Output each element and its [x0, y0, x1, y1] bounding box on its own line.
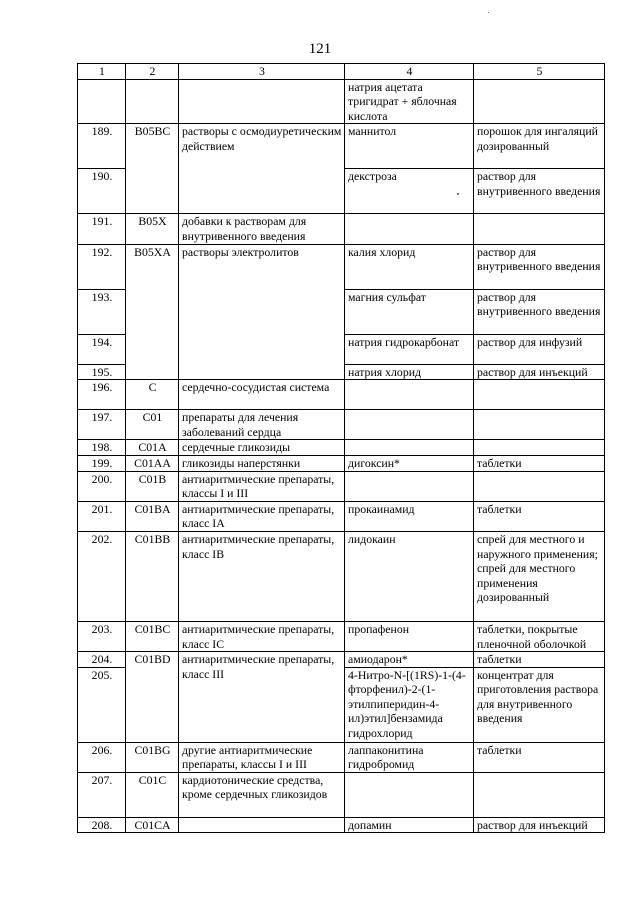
row-number: 202. [78, 531, 126, 621]
atc-group: антиаритмические препараты, класс III [179, 652, 345, 743]
table-row [78, 244, 605, 289]
row-number: 201. [78, 501, 126, 531]
atc-code: C01 [126, 410, 179, 440]
atc-group: кардиотонические средства, кроме сердечных гликозидов [179, 772, 345, 817]
table-row [78, 621, 605, 651]
atc-code: C01AA [126, 455, 179, 471]
dosage-form: порошок для ингаляций дозированный [474, 124, 605, 169]
drug-name [345, 471, 474, 501]
drug-name: пропафенон [345, 621, 474, 651]
table-row [78, 652, 605, 668]
atc-code: C [126, 380, 179, 410]
row-number: 195. [78, 364, 126, 380]
column-header-1: 1 [78, 64, 126, 80]
drug-name: декстроза [345, 169, 474, 214]
drug-name: натрия гидрокарбонат [345, 334, 474, 364]
atc-group: антиаритмические препараты, класс IA [179, 501, 345, 531]
atc-code: C01BD [126, 652, 179, 743]
atc-code: C01BC [126, 621, 179, 651]
drug-name: калия хлорид [345, 244, 474, 289]
drug-name: лаппаконитина гидробромид [345, 742, 474, 772]
atc-group [179, 817, 345, 833]
drug-name [345, 772, 474, 817]
table-row [78, 124, 605, 169]
drug-name [345, 380, 474, 410]
scan-speck [488, 12, 489, 13]
row-number: 191. [78, 214, 126, 244]
dosage-form: раствор для внутривенного введения [474, 169, 605, 214]
row-number: 193. [78, 289, 126, 334]
drug-name [345, 410, 474, 440]
drug-name: амиодарон* [345, 652, 474, 668]
row-number: 192. [78, 244, 126, 289]
dosage-form: таблетки [474, 501, 605, 531]
atc-code: C01BG [126, 742, 179, 772]
dosage-form: таблетки [474, 652, 605, 668]
dosage-form [474, 471, 605, 501]
dosage-form: раствор для внутривенного введения [474, 289, 605, 334]
drug-name: допамин [345, 817, 474, 833]
dosage-form: раствор для внутривенного введения [474, 244, 605, 289]
dosage-form: раствор для инъекций [474, 817, 605, 833]
table-row [78, 380, 605, 410]
atc-group: другие антиаритмические препараты, классы I и III [179, 742, 345, 772]
table-row [78, 214, 605, 244]
row-number: 196. [78, 380, 126, 410]
table-row [78, 531, 605, 621]
atc-group: антиаритмические препараты, класс IB [179, 531, 345, 621]
table-row [78, 772, 605, 817]
column-header-4: 4 [345, 64, 474, 80]
column-header-3: 3 [179, 64, 345, 80]
drug-name [345, 440, 474, 456]
atc-code: B05X [126, 214, 179, 244]
row-number: 207. [78, 772, 126, 817]
table-row [78, 501, 605, 531]
atc-code: C01BB [126, 531, 179, 621]
atc-code: C01BA [126, 501, 179, 531]
row-number: 194. [78, 334, 126, 364]
row-number: 198. [78, 440, 126, 456]
atc-code: B05BC [126, 124, 179, 214]
row-number: 205. [78, 667, 126, 742]
dosage-form: раствор для инфузий [474, 334, 605, 364]
drug-name: 4-Нитро-N-[(1RS)-1-(4-фторфенил)-2-(1-этилпиперидин-4-ил)этил]бензамида гидрохлорид [345, 667, 474, 742]
atc-code: C01A [126, 440, 179, 456]
atc-group [179, 79, 345, 124]
dosage-form: таблетки, покрытые пленочной оболочкой [474, 621, 605, 651]
dosage-form: спрей для местного и наружного применения; спрей для местного применения дозированный [474, 531, 605, 621]
dosage-form [474, 214, 605, 244]
dosage-form: таблетки [474, 455, 605, 471]
row-number: 189. [78, 124, 126, 169]
dosage-form [474, 772, 605, 817]
atc-group: антиаритмические препараты, классы I и III [179, 471, 345, 501]
table-row [78, 742, 605, 772]
drug-name: дигоксин* [345, 455, 474, 471]
table-row [78, 455, 605, 471]
table-row [78, 440, 605, 456]
atc-code: C01B [126, 471, 179, 501]
column-header-5: 5 [474, 64, 605, 80]
atc-group: антиаритмические препараты, класс IC [179, 621, 345, 651]
dosage-form: концентрат для приготовления раствора для внутривенного введения [474, 667, 605, 742]
atc-code: B05XA [126, 244, 179, 380]
drug-name: магния сульфат [345, 289, 474, 334]
table-row [78, 410, 605, 440]
row-number: 199. [78, 455, 126, 471]
dosage-form [474, 440, 605, 456]
dosage-form [474, 410, 605, 440]
column-header-2: 2 [126, 64, 179, 80]
row-number: 200. [78, 471, 126, 501]
row-number [78, 79, 126, 124]
atc-code: C01C [126, 772, 179, 817]
atc-group: гликозиды наперстянки [179, 455, 345, 471]
drug-name: прокаинамид [345, 501, 474, 531]
row-number: 208. [78, 817, 126, 833]
table-header-row [78, 64, 605, 80]
dosage-form [474, 380, 605, 410]
row-number: 190. [78, 169, 126, 214]
row-number: 204. [78, 652, 126, 668]
atc-group: сердечно-сосудистая система [179, 380, 345, 410]
atc-group: сердечные гликозиды [179, 440, 345, 456]
table-row [78, 471, 605, 501]
atc-code: C01CA [126, 817, 179, 833]
drug-name: натрия хлорид [345, 364, 474, 380]
drug-name: маннитол [345, 124, 474, 169]
scan-speck [457, 193, 459, 195]
row-number: 197. [78, 410, 126, 440]
row-number: 203. [78, 621, 126, 651]
dosage-form: раствор для инъекций [474, 364, 605, 380]
dosage-form [474, 79, 605, 124]
drug-name: лидокаин [345, 531, 474, 621]
page-number: 121 [308, 41, 332, 57]
drug-name: натрия ацетата тригидрат + яблочная кислота [345, 79, 474, 124]
atc-group: препараты для лечения заболеваний сердца [179, 410, 345, 440]
table-row [78, 817, 605, 833]
dosage-form: таблетки [474, 742, 605, 772]
drug-list-table [77, 63, 605, 833]
atc-group: растворы электролитов [179, 244, 345, 380]
atc-code [126, 79, 179, 124]
atc-group: добавки к растворам для внутривенного введения [179, 214, 345, 244]
drug-name [345, 214, 474, 244]
row-number: 206. [78, 742, 126, 772]
table-row [78, 79, 605, 124]
atc-group: растворы с осмодиуретическим действием [179, 124, 345, 214]
